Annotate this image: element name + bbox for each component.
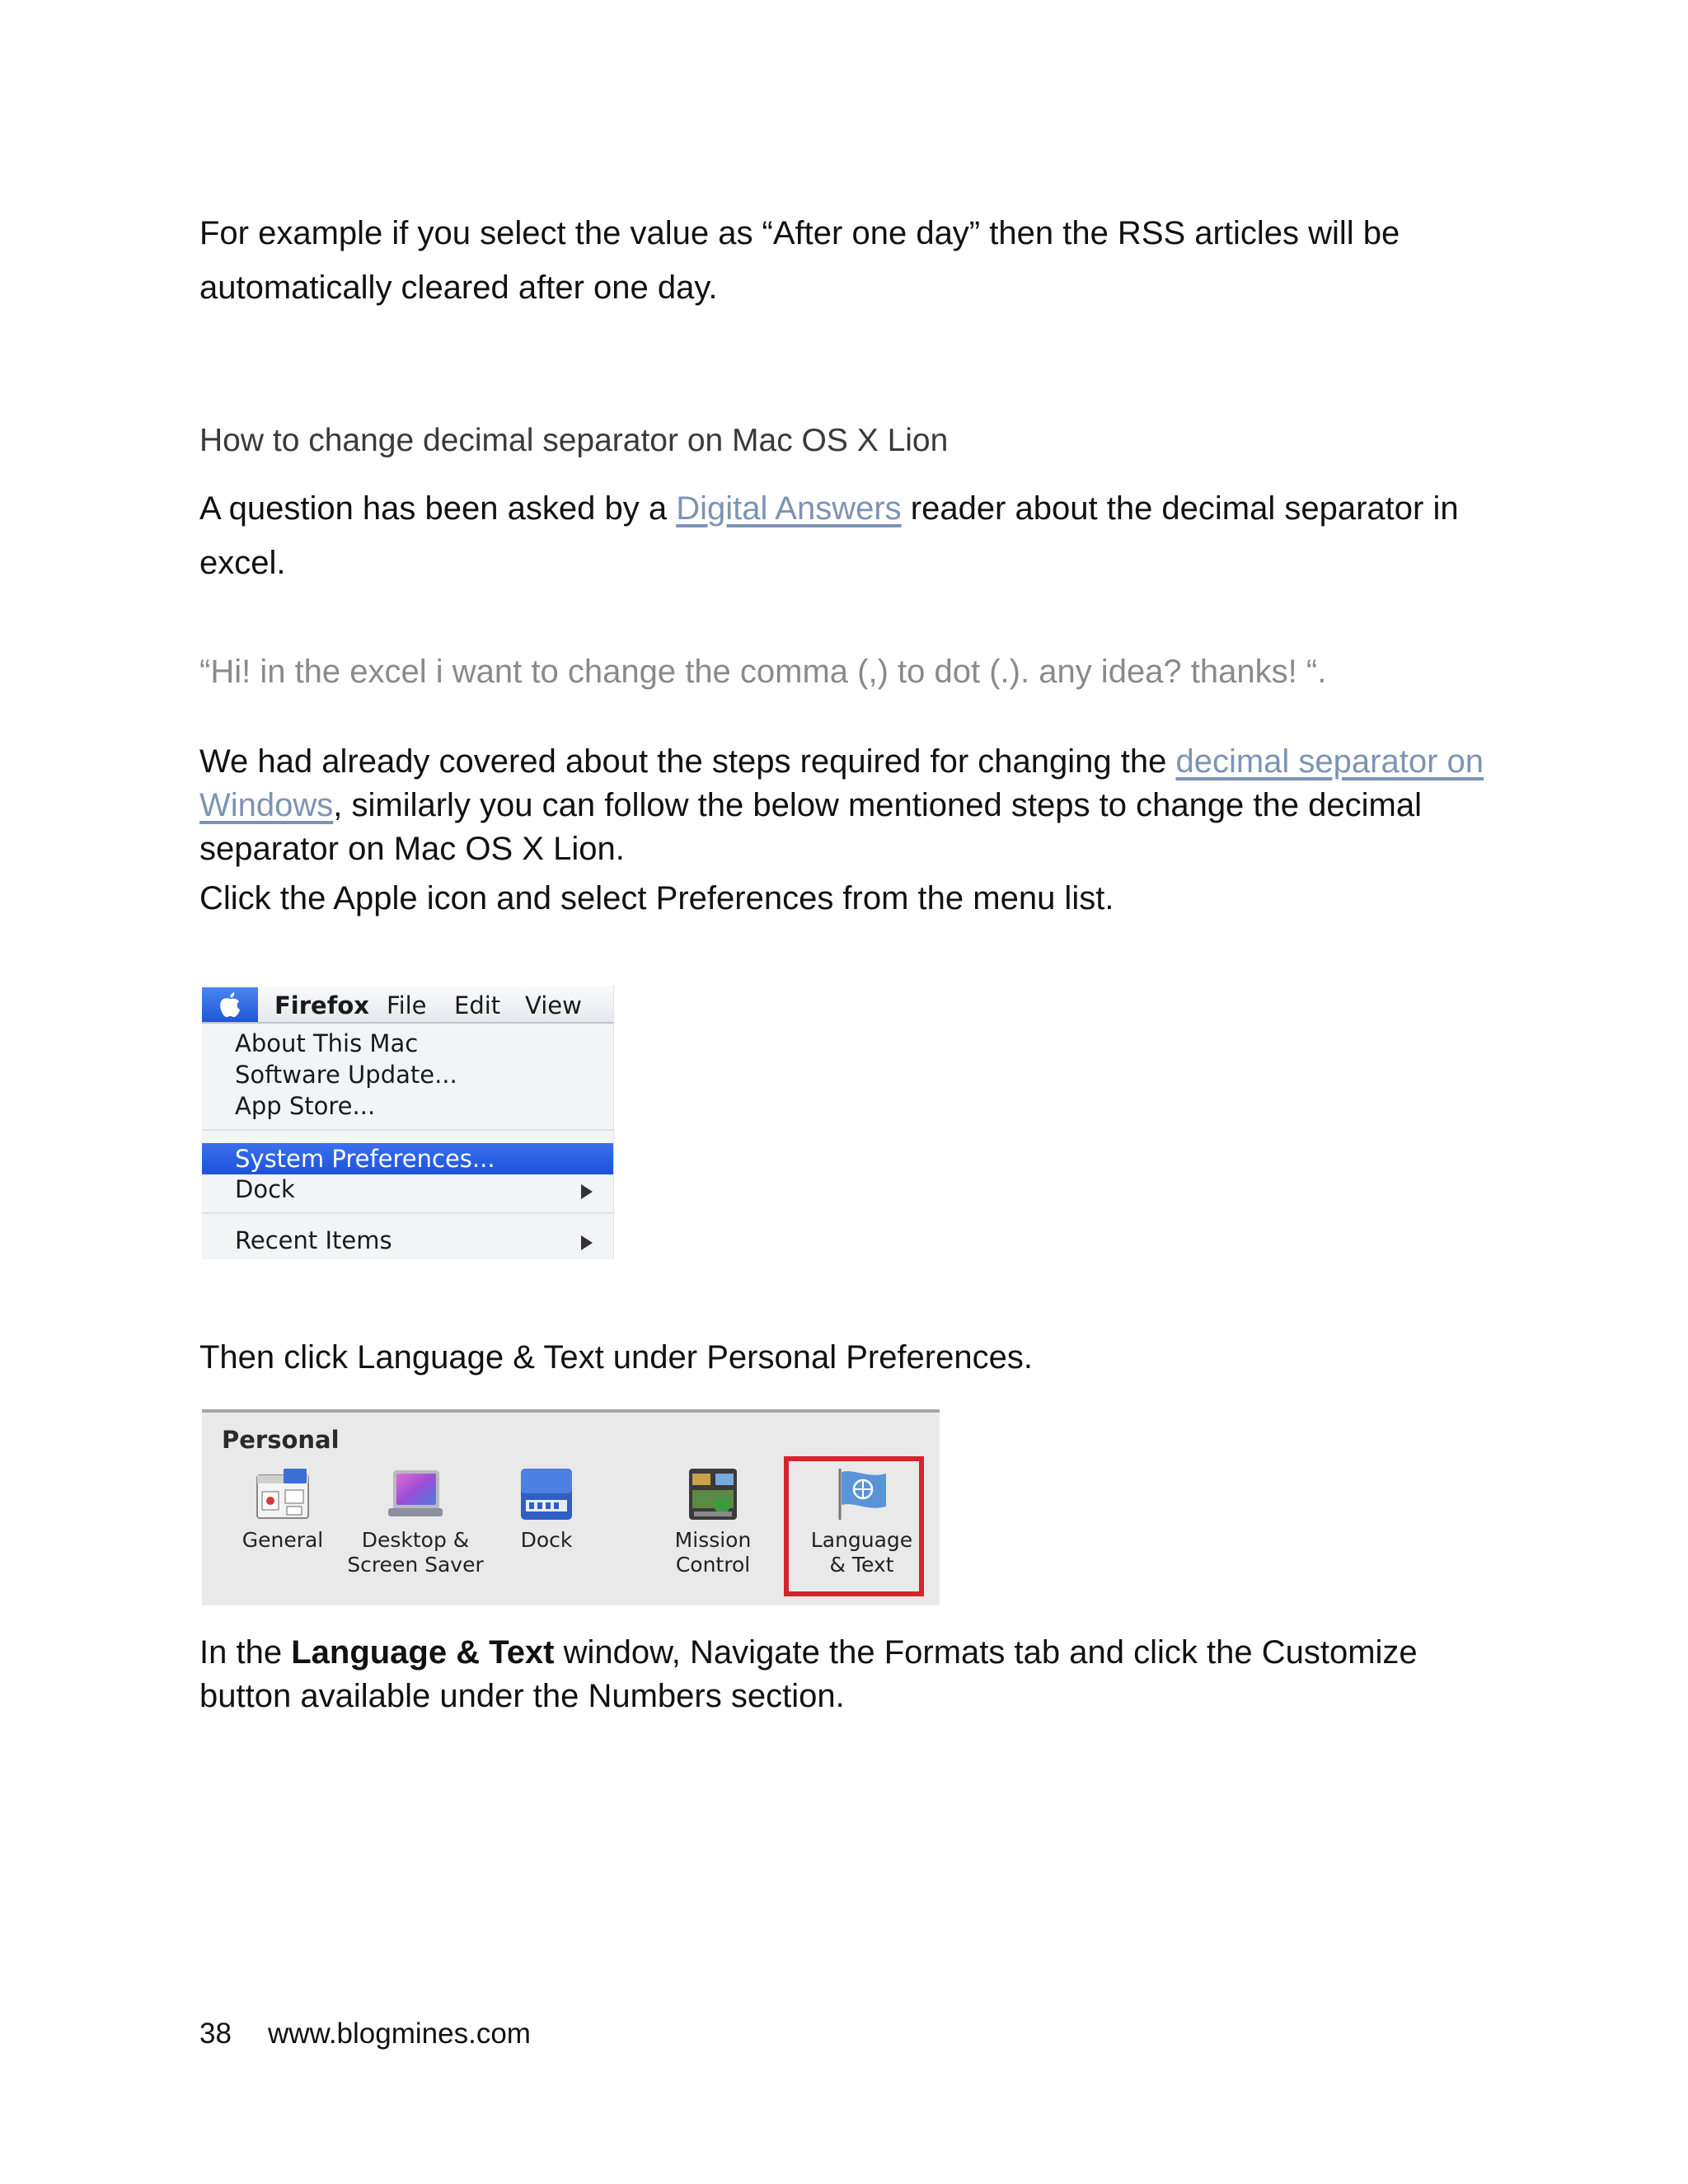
page-number: 38 [199,2018,232,2050]
paragraph-question-text-after: reader about the decimal separator in excel. [199,490,1459,581]
menu-item-about-this-mac[interactable]: About This Mac [235,1029,419,1057]
paragraph-question-text-before: A question has been asked by a [199,490,677,527]
menu-item-system-preferences[interactable]: System Preferences... [235,1145,495,1173]
pref-dock-label: Dock [520,1528,573,1552]
menu-item-software-update[interactable]: Software Update... [235,1061,457,1089]
paragraph-rss-cleared: For example if you select the value as “After one day” then the RSS articles will be automatically cleared after one day. [199,215,1400,306]
pref-language-label-line2: & Text [829,1553,894,1577]
submenu-arrow-icon [581,1235,593,1250]
decimal-separator-windows-link[interactable]: decimal separator on Windows [199,743,1484,823]
pref-mission-label-line2: Control [675,1553,751,1577]
menu-bar [202,986,614,1024]
paragraph-formats-text-before: In the [199,1634,292,1671]
pref-dock[interactable] [505,1467,588,1553]
pref-desktop-screen-saver[interactable] [342,1467,489,1577]
pref-language-label-line1: Language [810,1528,913,1552]
paragraph-formats-tab [199,1631,1485,1718]
menu-separator [202,1212,614,1214]
section-heading: How to change decimal separator on Mac OS X Lion [199,423,949,458]
paragraph-steps-intro [199,740,1510,871]
general-icon [254,1467,312,1521]
pref-general-label: General [241,1528,324,1552]
personal-section-label: Personal [222,1426,340,1454]
paragraph-steps-text-before: We had already covered about the steps required for changing the [199,743,1176,780]
digital-answers-link[interactable]: Digital Answers [676,490,902,527]
page-footer [199,2018,531,2050]
menu-item-dock[interactable]: Dock [235,1175,295,1203]
menu-item-recent-items[interactable]: Recent Items [235,1226,392,1254]
language-text-bold: Language & Text [291,1634,555,1671]
language-text-highlight-box [784,1456,924,1596]
system-preferences-screenshot [202,1409,940,1605]
dock-icon [518,1467,575,1521]
paragraph-click-apple: Click the Apple icon and select Preferences from the menu list. [199,880,1114,916]
pref-desktop-label-line1: Desktop & [361,1528,470,1552]
pref-desktop-label-line2: Screen Saver [347,1553,484,1577]
pref-general[interactable] [232,1467,334,1553]
menu-firefox[interactable]: Firefox [274,991,369,1019]
desktop-screen-saver-icon [387,1467,444,1521]
menu-file[interactable]: File [387,991,427,1019]
submenu-arrow-icon [581,1184,593,1199]
apple-icon [218,991,242,1019]
pref-mission-control[interactable] [663,1467,762,1577]
reader-quote: “Hi! in the excel i want to change the comma (,) to dot (.). any idea? thanks! “. [199,654,1327,690]
menu-view[interactable]: View [525,991,582,1019]
paragraph-question [199,481,1518,590]
paragraph-formats-text-after: window, Navigate the Formats tab and click the Customize button available under the Numbers section. [199,1634,1418,1714]
apple-menu-button[interactable] [202,987,258,1022]
menu-edit[interactable]: Edit [454,991,501,1019]
mission-control-icon [684,1467,742,1521]
footer-url: www.blogmines.com [267,2018,531,2050]
menu-separator [202,1129,614,1131]
menu-item-app-store[interactable]: App Store... [235,1092,376,1120]
pref-mission-label-line1: Mission [674,1528,752,1552]
apple-menu-screenshot [202,986,614,1259]
paragraph-steps-text-after: , similarly you can follow the below mentioned steps to change the decimal separator on Mac OS X Lion. [199,787,1422,867]
paragraph-click-language: Then click Language & Text under Personal Preferences. [199,1339,1033,1376]
